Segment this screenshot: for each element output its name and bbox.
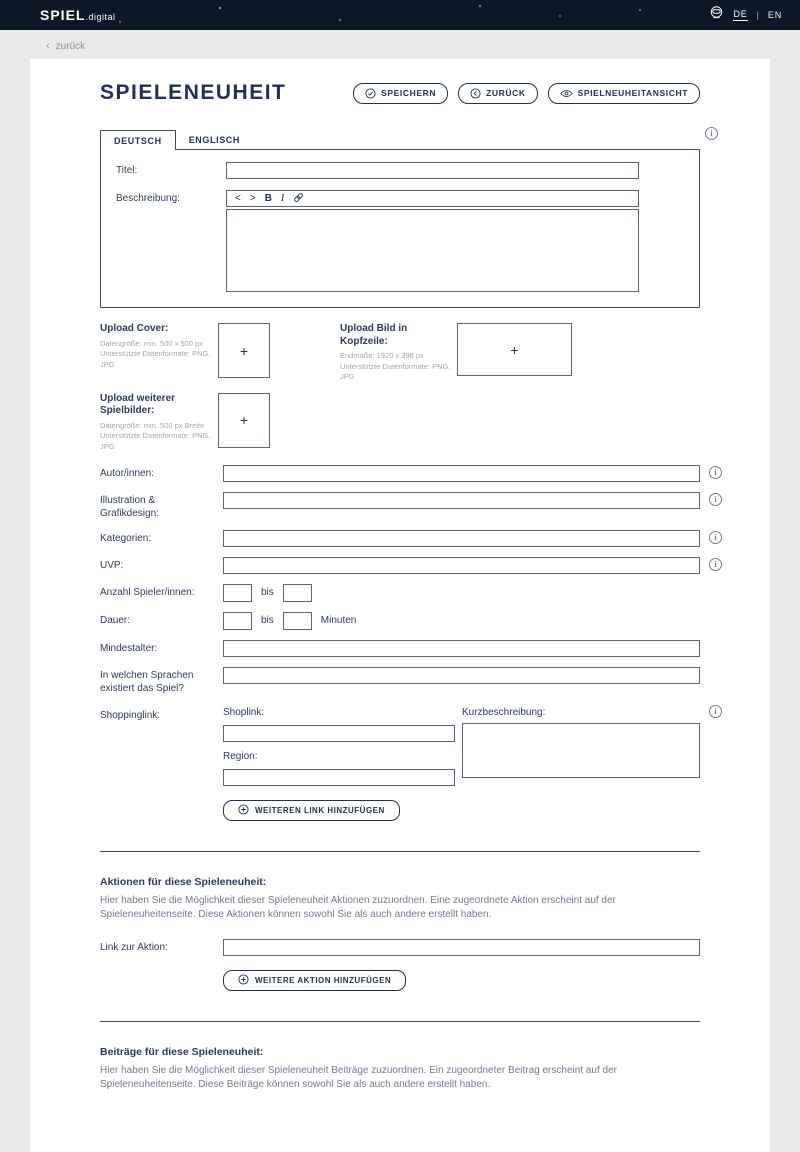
aktion-link-input[interactable] [223,939,700,956]
astronaut-helmet-icon[interactable] [709,5,724,25]
page-title: SPIELENEUHEIT [100,81,287,104]
preview-button-label: SPIELNEUHEITANSICHT [577,88,688,98]
lang-separator: | [756,10,759,20]
info-icon[interactable]: i [709,466,722,479]
players-min-input[interactable] [223,584,252,602]
top-bar [0,0,800,30]
add-aktion-button-label: WEITERE AKTION HINZUFÜGEN [255,976,392,985]
info-icon[interactable]: i [709,705,722,718]
players-label: Anzahl Spieler/innen: [100,587,195,598]
illustration-label: Illustration & Grafikdesign: [100,495,159,519]
plus-circle-icon [238,974,249,987]
plus-circle-icon [238,804,249,817]
short-desc-textarea[interactable] [462,723,700,778]
lang-en-button[interactable]: EN [767,10,782,20]
main-card [30,59,770,1152]
language-panel [100,149,700,308]
upload-header-image-hint: Endmaße: 1920 x 396 px Unterstützte Datenformate: PNG, JPG [340,351,451,381]
back-link[interactable] [0,30,800,59]
min-age-input[interactable] [223,640,700,657]
spiel-digital-logo[interactable] [40,7,115,23]
bis-label: bis [261,615,274,626]
add-link-button-label: WEITEREN LINK HINZUFÜGEN [255,806,385,815]
uvp-input[interactable] [223,557,700,574]
short-desc-label: Kurzbeschreibung: [462,707,546,718]
code-angle-left-icon[interactable]: < [235,192,241,204]
logo-text-suffix: .digital [85,12,116,22]
beitraege-heading: Beiträge für diese Spieleneuheit: [100,1046,264,1058]
aktion-link-label: Link zur Aktion: [100,942,168,953]
bold-button[interactable]: B [264,192,272,204]
titel-input[interactable] [226,162,639,179]
region-label: Region: [223,751,258,762]
topbar-right [709,5,782,25]
upload-cover-dropzone[interactable] [218,323,270,378]
minutes-label: Minuten [320,615,357,626]
upload-cover-label: Upload Cover: [100,323,169,334]
beschreibung-textarea[interactable] [226,209,639,292]
bis-label: bis [261,587,274,598]
plus-icon: + [239,412,249,428]
titel-label: Titel: [116,165,138,176]
min-age-label: Mindestalter: [100,643,158,654]
plus-icon: + [239,342,249,359]
aktionen-description: Hier haben Sie die Möglichkeit dieser Spieleneuheit Aktionen zuzuordnen. Eine zugeordnete Aktion erscheint auf der Spieleneuheitenseite. Diese Aktionen können sowohl Sie als auch andere erstellt haben. [100,895,616,920]
check-circle-icon [365,88,376,99]
duration-min-input[interactable] [223,612,252,630]
language-tabs [100,130,700,149]
italic-button[interactable]: I [280,192,285,204]
add-aktion-button[interactable] [223,970,406,991]
categories-input[interactable] [223,530,700,547]
save-button-label: SPEICHERN [381,88,437,98]
shoppinglink-label: Shoppinglink: [100,710,161,721]
aktionen-heading: Aktionen für diese Spieleneuheit: [100,876,267,888]
tab-englisch[interactable]: ENGLISCH [188,135,241,145]
illustration-input[interactable] [223,492,700,509]
eye-icon [560,89,573,98]
upload-header-image-dropzone[interactable] [457,323,572,376]
tab-deutsch[interactable]: DEUTSCH [100,130,176,150]
info-icon[interactable]: i [709,558,722,571]
logo-text-bold: SPIEL [40,7,86,23]
section-divider [100,1021,700,1022]
shoplink-input[interactable] [223,725,455,742]
chevron-circle-icon [470,88,481,99]
categories-label: Kategorien: [100,533,152,544]
back-link-label: zurück [55,41,86,52]
region-input[interactable] [223,769,455,786]
players-max-input[interactable] [283,584,312,602]
back-button-label: ZURÜCK [486,88,526,98]
upload-header-image-label: Upload Bild in Kopfzeile: [340,323,408,347]
rich-text-editor [226,190,639,292]
shoplink-label: Shoplink: [223,707,265,718]
section-divider [100,851,700,852]
chevron-left-icon: ‹ [46,40,50,52]
beschreibung-label: Beschreibung: [116,193,180,204]
authors-label: Autor/innen: [100,468,154,479]
upload-more-images-label: Upload weiterer Spielbilder: [100,392,176,416]
lang-de-button[interactable]: DE [733,9,748,19]
info-icon[interactable]: i [709,493,722,506]
beitraege-description: Hier haben Sie die Möglichkeit dieser Spieleneuheit Beiträge zuzuordnen. Ein zugeordneter Beitrag erscheint auf der Spieleneuheitenseite. Diese Beiträge können sowohl Sie als auch andere erstellt haben. [100,1065,617,1090]
upload-cover-hint: Datengröße: min. 500 x 500 px Unterstützte Datenformate: PNG, JPG [100,338,211,369]
languages-input[interactable] [223,667,700,684]
back-button[interactable] [458,83,537,104]
duration-label: Dauer: [100,615,131,626]
preview-button[interactable] [548,83,700,104]
info-icon[interactable]: i [709,531,722,544]
link-icon[interactable] [293,192,304,206]
languages-label: In welchen Sprachen existiert das Spiel? [100,670,194,694]
save-button[interactable] [353,83,448,104]
add-link-button[interactable] [223,800,400,821]
authors-input[interactable] [223,465,700,482]
info-icon[interactable]: i [705,127,718,140]
rte-toolbar [226,190,639,207]
uvp-label: UVP: [100,560,124,571]
upload-more-images-hint: Datengröße: min. 500 px Breite Unterstützte Datenformate: PNG, JPG [100,420,211,451]
code-angle-right-icon[interactable]: > [249,192,256,204]
upload-more-images-dropzone[interactable] [218,393,270,448]
plus-icon: + [510,341,519,358]
duration-max-input[interactable] [283,612,312,630]
